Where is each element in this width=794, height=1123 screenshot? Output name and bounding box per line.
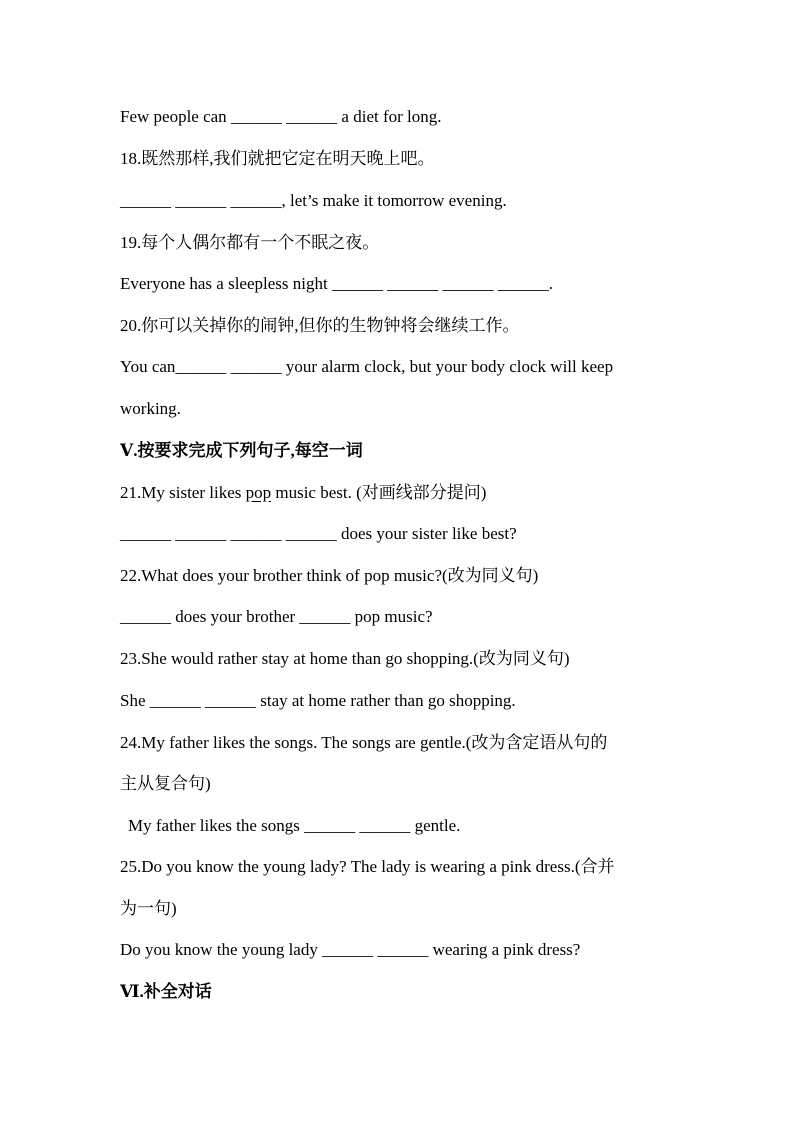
question-24-answer: My father likes the songs ______ ______ gentle. — [128, 816, 461, 835]
question-18-chinese: 18.既然那样,我们就把它定在明天晚上吧。 — [120, 149, 435, 168]
question-21-prompt — [120, 482, 680, 504]
text-line: Few people can ______ ______ a diet for long. — [120, 107, 442, 126]
section-5-heading: Ⅴ.按要求完成下列句子,每空一词 — [120, 441, 363, 460]
question-21-part2: music best. (对画线部分提问) — [271, 483, 487, 502]
question-21-underlined-word: pop — [245, 483, 272, 502]
question-23-answer: She ______ ______ stay at home rather than go shopping. — [120, 691, 516, 710]
question-18-english: ______ ______ ______, let’s make it tomorrow evening. — [120, 191, 507, 210]
question-20-chinese: 20.你可以关掉你的闹钟,但你的生物钟将会继续工作。 — [120, 316, 520, 335]
question-22-prompt: 22.What does your brother think of pop music?(改为同义句) — [120, 566, 539, 585]
question-24-prompt: 24.My father likes the songs. The songs are gentle.(改为含定语从句的 — [120, 733, 608, 752]
question-23-prompt: 23.She would rather stay at home than go shopping.(改为同义句) — [120, 649, 570, 668]
question-22-answer: ______ does your brother ______ pop music? — [120, 607, 433, 626]
question-25-prompt-cont: 为一句) — [120, 899, 177, 918]
question-21-answer: ______ ______ ______ ______ does your sister like best? — [120, 524, 517, 543]
question-21-part1: 21.My sister likes — [120, 483, 246, 502]
question-19-chinese: 19.每个人偶尔都有一个不眠之夜。 — [120, 233, 380, 252]
question-25-answer: Do you know the young lady ______ ______ wearing a pink dress? — [120, 940, 581, 959]
question-25-prompt: 25.Do you know the young lady? The lady is wearing a pink dress.(合并 — [120, 857, 615, 876]
question-19-english: Everyone has a sleepless night ______ ______ ______ ______. — [120, 274, 553, 293]
section-6-heading: Ⅵ.补全对话 — [120, 982, 212, 1001]
question-24-prompt-cont: 主从复合句) — [120, 774, 211, 793]
question-20-english: You can______ ______ your alarm clock, but your body clock will keep — [120, 357, 614, 376]
question-20-english-cont: working. — [120, 399, 181, 418]
